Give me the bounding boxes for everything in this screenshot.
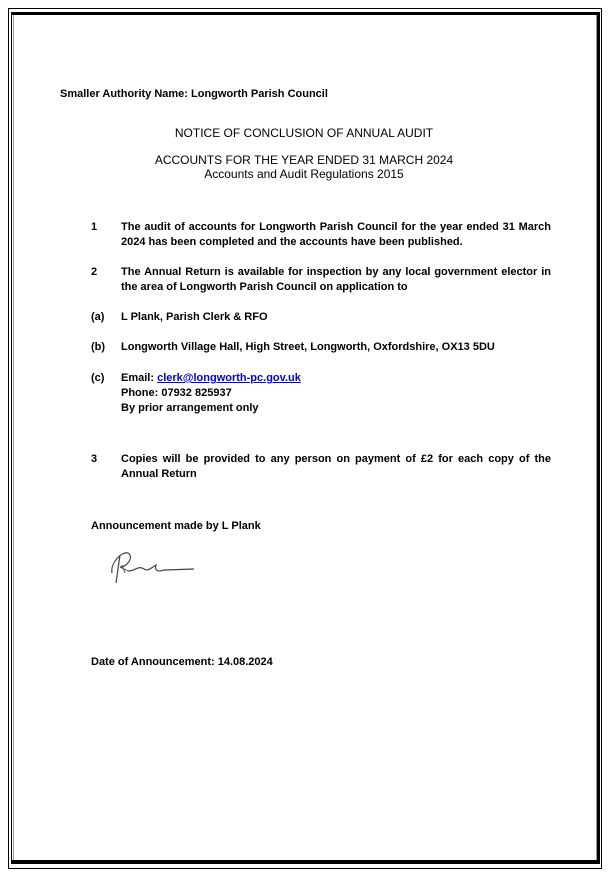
item-text: Copies will be provided to any person on payment of £2 for each copy of the Annual Return xyxy=(121,453,551,480)
item-number: 2 xyxy=(91,266,98,278)
authority-name: Smaller Authority Name: Longworth Parish Council xyxy=(60,88,328,100)
email-link[interactable]: clerk@longworth-pc.gov.uk xyxy=(157,372,301,384)
email-label: Email: xyxy=(121,372,158,384)
item-text: L Plank, Parish Clerk & RFO xyxy=(121,311,268,323)
item-text: The audit of accounts for Longworth Parish Council for the year ended 31 March 2024 has been completed and the accounts have been published. xyxy=(121,221,551,248)
item-number: (b) xyxy=(91,341,106,353)
contact-email-line xyxy=(121,371,551,386)
signature-image xyxy=(108,545,203,590)
signature-stroke xyxy=(128,565,194,571)
contact-note: By prior arrangement only xyxy=(121,402,259,414)
item-number: (c) xyxy=(91,372,105,384)
signature-stroke xyxy=(112,553,131,573)
announcement-date: Date of Announcement: 14.08.2024 xyxy=(91,656,273,668)
announcement-line: Announcement made by L Plank xyxy=(91,520,261,532)
page-border-shadow xyxy=(13,15,597,860)
contact-phone: Phone: 07932 825937 xyxy=(121,387,232,399)
regulations-heading: Accounts and Audit Regulations 2015 xyxy=(204,167,404,181)
notice-title xyxy=(0,126,608,141)
item-number: 3 xyxy=(91,453,98,465)
item-text: The Annual Return is available for inspection by any local government elector in the area of Longworth Parish Council on application to xyxy=(121,266,551,293)
item-number: (a) xyxy=(91,311,105,323)
item-number: 1 xyxy=(91,221,98,233)
item-text: Longworth Village Hall, High Street, Longworth, Oxfordshire, OX13 5DU xyxy=(121,341,495,353)
notice-title-text: NOTICE OF CONCLUSION OF ANNUAL AUDIT xyxy=(174,126,434,140)
accounts-heading: ACCOUNTS FOR THE YEAR ENDED 31 MARCH 2024 xyxy=(154,153,454,167)
